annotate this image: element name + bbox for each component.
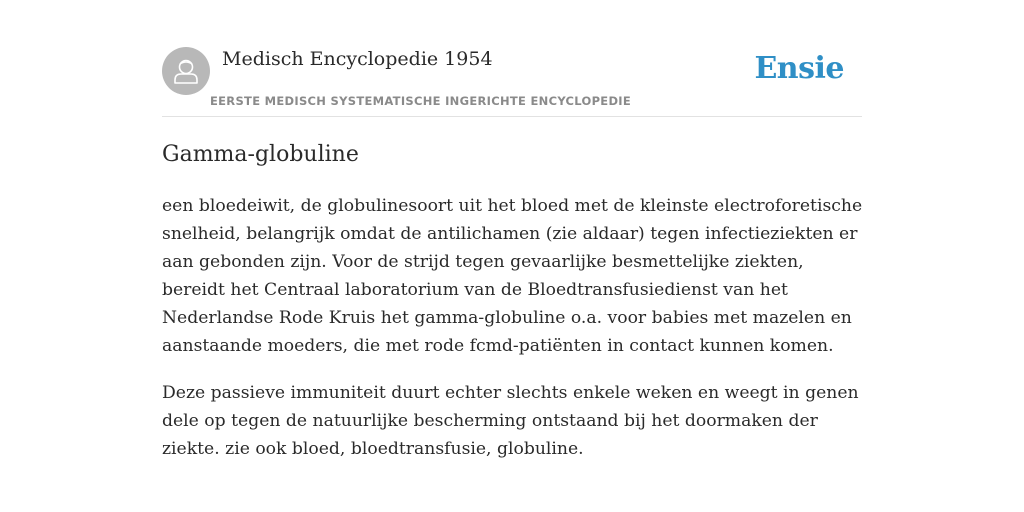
source-title[interactable]: Medisch Encyclopedie 1954 [222, 48, 493, 70]
page-header [162, 44, 862, 117]
article-title: Gamma-globuline [162, 142, 359, 167]
article-paragraph: Deze passieve immuniteit duurt echter slechts enkele weken en weegt in genen dele op tegen de natuurlijke bescherming ontstaand bij het doormaken der ziekte. zie ook bloed, bloedtransfusie, globuline. [162, 383, 859, 459]
source-subtitle: EERSTE MEDISCH SYSTEMATISCHE INGERICHTE ENCYCLOPEDIE [210, 94, 632, 108]
article-body [162, 192, 872, 482]
user-placeholder-icon[interactable] [162, 47, 210, 95]
article-paragraph: een bloedeiwit, de globulinesoort uit het bloed met de kleinste electroforetische snelheid, belangrijk omdat de antilichamen (zie aldaar) tegen infectieziekten er aan gebonden zijn. Voor de strijd tegen gevaarlijke besmettelijke ziekten, bereidt het Centraal laboratorium van de Bloedtransfusiedienst van het Nederlandse Rode Kruis het gamma-globuline o.a. voor babies met mazelen en aanstaande moeders, die met rode fcmd-patiënten in contact kunnen komen. [162, 196, 863, 356]
brand-logo-link[interactable]: Ensie [754, 51, 844, 86]
